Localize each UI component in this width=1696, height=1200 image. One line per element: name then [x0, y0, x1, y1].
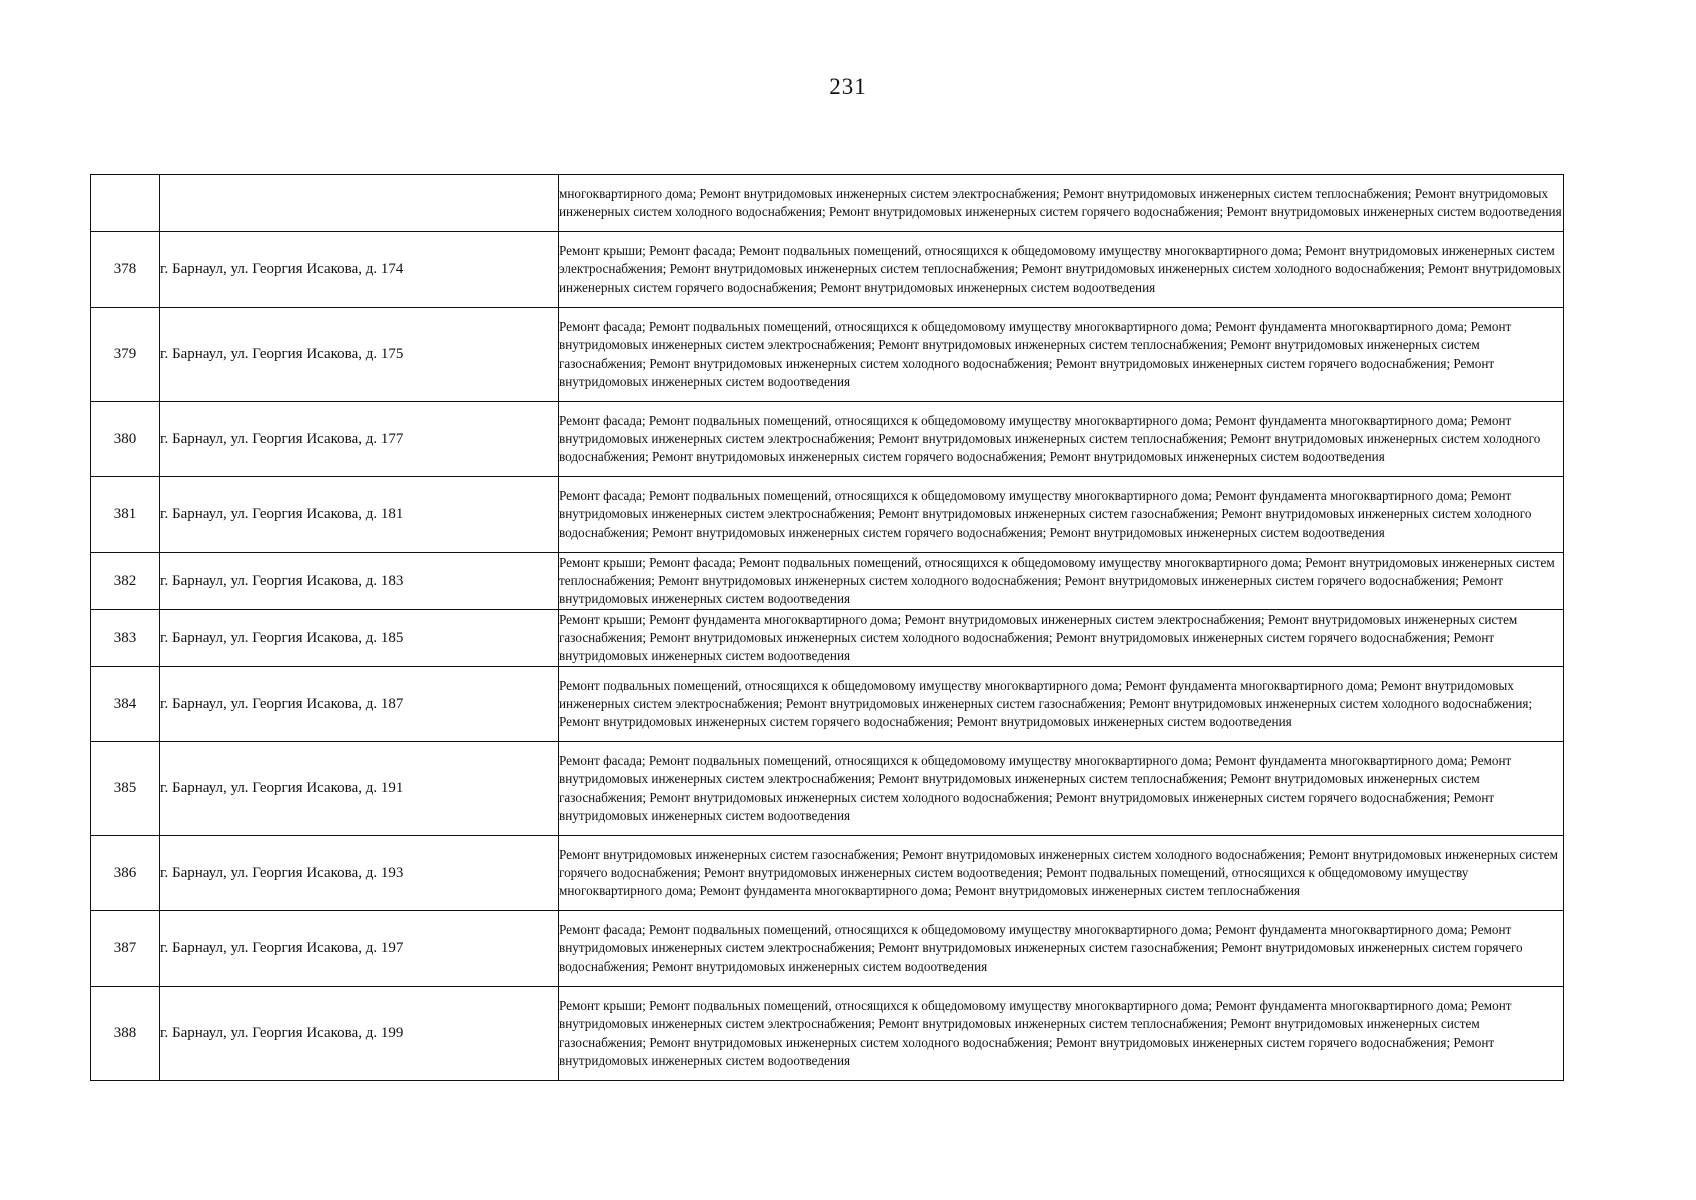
row-works: Ремонт фасада; Ремонт подвальных помещений, относящихся к общедомовому имуществу многоквартирного дома; Ремонт фундамента многоквартирного дома; Ремонт внутридомовых инженерных систем электроснабжения; Ремонт внутридомовых инженерных систем теплоснабжения; Ремонт внутридомовых инженерных систем газоснабжения; Ремонт внутридомовых инженерных систем холодного водоснабжения; Ремонт внутридомовых инженерных систем горячего водоснабжения; Ремонт внутридомовых инженерных систем водоотведения	[559, 742, 1564, 836]
row-address: г. Барнаул, ул. Георгия Исакова, д. 193	[160, 836, 559, 911]
table-row	[91, 477, 1564, 553]
row-works: Ремонт крыши; Ремонт фундамента многоквартирного дома; Ремонт внутридомовых инженерных систем электроснабжения; Ремонт внутридомовых инженерных систем газоснабжения; Ремонт внутридомовых инженерных систем холодного водоснабжения; Ремонт внутридомовых инженерных систем горячего водоснабжения; Ремонт внутридомовых инженерных систем водоотведения	[559, 610, 1564, 667]
row-works: Ремонт крыши; Ремонт фасада; Ремонт подвальных помещений, относящихся к общедомовому имуществу многоквартирного дома; Ремонт внутридомовых инженерных систем электроснабжения; Ремонт внутридомовых инженерных систем теплоснабжения; Ремонт внутридомовых инженерных систем холодного водоснабжения; Ремонт внутридомовых инженерных систем горячего водоснабжения; Ремонт внутридомовых инженерных систем водоотведения	[559, 232, 1564, 308]
table-row	[91, 553, 1564, 610]
row-works: Ремонт фасада; Ремонт подвальных помещений, относящихся к общедомовому имуществу многоквартирного дома; Ремонт фундамента многоквартирного дома; Ремонт внутридомовых инженерных систем электроснабжения; Ремонт внутридомовых инженерных систем газоснабжения; Ремонт внутридомовых инженерных систем горячего водоснабжения; Ремонт внутридомовых инженерных систем водоотведения	[559, 911, 1564, 987]
row-number: 382	[91, 553, 160, 610]
row-address: г. Барнаул, ул. Георгия Исакова, д. 177	[160, 402, 559, 477]
row-address: г. Барнаул, ул. Георгия Исакова, д. 175	[160, 308, 559, 402]
table-row	[91, 836, 1564, 911]
row-number: 378	[91, 232, 160, 308]
row-works: Ремонт подвальных помещений, относящихся к общедомовому имуществу многоквартирного дома; Ремонт фундамента многоквартирного дома; Ремонт внутридомовых инженерных систем электроснабжения; Ремонт внутридомовых инженерных систем газоснабжения; Ремонт внутридомовых инженерных систем холодного водоснабжения; Ремонт внутридомовых инженерных систем горячего водоснабжения; Ремонт внутридомовых инженерных систем водоотведения	[559, 667, 1564, 742]
table-row	[91, 402, 1564, 477]
table-row	[91, 987, 1564, 1081]
row-number: 385	[91, 742, 160, 836]
table-row	[91, 232, 1564, 308]
row-works: Ремонт крыши; Ремонт фасада; Ремонт подвальных помещений, относящихся к общедомовому имуществу многоквартирного дома; Ремонт внутридомовых инженерных систем теплоснабжения; Ремонт внутридомовых инженерных систем холодного водоснабжения; Ремонт внутридомовых инженерных систем горячего водоснабжения; Ремонт внутридомовых инженерных систем водоотведения	[559, 553, 1564, 610]
row-address: г. Барнаул, ул. Георгия Исакова, д. 197	[160, 911, 559, 987]
table-row	[91, 742, 1564, 836]
row-address: г. Барнаул, ул. Георгия Исакова, д. 181	[160, 477, 559, 553]
row-works: Ремонт внутридомовых инженерных систем газоснабжения; Ремонт внутридомовых инженерных систем холодного водоснабжения; Ремонт внутридомовых инженерных систем горячего водоснабжения; Ремонт внутридомовых инженерных систем водоотведения; Ремонт подвальных помещений, относящихся к общедомовому имуществу многоквартирного дома; Ремонт фундамента многоквартирного дома; Ремонт внутридомовых инженерных систем теплоснабжения	[559, 836, 1564, 911]
table-row	[91, 610, 1564, 667]
table-row	[91, 911, 1564, 987]
row-address: г. Барнаул, ул. Георгия Исакова, д. 183	[160, 553, 559, 610]
row-number: 381	[91, 477, 160, 553]
row-address: г. Барнаул, ул. Георгия Исакова, д. 185	[160, 610, 559, 667]
table-row	[91, 667, 1564, 742]
row-works: многоквартирного дома; Ремонт внутридомовых инженерных систем электроснабжения; Ремонт внутридомовых инженерных систем теплоснабжения; Ремонт внутридомовых инженерных систем холодного водоснабжения; Ремонт внутридомовых инженерных систем горячего водоснабжения; Ремонт внутридомовых инженерных систем водоотведения	[559, 175, 1564, 232]
row-number: 383	[91, 610, 160, 667]
row-address: г. Барнаул, ул. Георгия Исакова, д. 187	[160, 667, 559, 742]
row-number: 387	[91, 911, 160, 987]
row-works: Ремонт крыши; Ремонт подвальных помещений, относящихся к общедомовому имуществу многоквартирного дома; Ремонт фундамента многоквартирного дома; Ремонт внутридомовых инженерных систем электроснабжения; Ремонт внутридомовых инженерных систем теплоснабжения; Ремонт внутридомовых инженерных систем газоснабжения; Ремонт внутридомовых инженерных систем холодного водоснабжения; Ремонт внутридомовых инженерных систем горячего водоснабжения; Ремонт внутридомовых инженерных систем водоотведения	[559, 987, 1564, 1081]
works-table	[90, 174, 1564, 1081]
row-number: 388	[91, 987, 160, 1081]
row-number: 379	[91, 308, 160, 402]
row-works: Ремонт фасада; Ремонт подвальных помещений, относящихся к общедомовому имуществу многоквартирного дома; Ремонт фундамента многоквартирного дома; Ремонт внутридомовых инженерных систем электроснабжения; Ремонт внутридомовых инженерных систем теплоснабжения; Ремонт внутридомовых инженерных систем холодного водоснабжения; Ремонт внутридомовых инженерных систем горячего водоснабжения; Ремонт внутридомовых инженерных систем водоотведения	[559, 402, 1564, 477]
row-number: 380	[91, 402, 160, 477]
row-number: 386	[91, 836, 160, 911]
row-address: г. Барнаул, ул. Георгия Исакова, д. 174	[160, 232, 559, 308]
row-address	[160, 175, 559, 232]
row-works: Ремонт фасада; Ремонт подвальных помещений, относящихся к общедомовому имуществу многоквартирного дома; Ремонт фундамента многоквартирного дома; Ремонт внутридомовых инженерных систем электроснабжения; Ремонт внутридомовых инженерных систем теплоснабжения; Ремонт внутридомовых инженерных систем газоснабжения; Ремонт внутридомовых инженерных систем холодного водоснабжения; Ремонт внутридомовых инженерных систем горячего водоснабжения; Ремонт внутридомовых инженерных систем водоотведения	[559, 308, 1564, 402]
row-number	[91, 175, 160, 232]
table-row	[91, 175, 1564, 232]
page-number: 231	[829, 74, 867, 99]
row-address: г. Барнаул, ул. Георгия Исакова, д. 191	[160, 742, 559, 836]
row-number: 384	[91, 667, 160, 742]
row-address: г. Барнаул, ул. Георгия Исакова, д. 199	[160, 987, 559, 1081]
table-row	[91, 308, 1564, 402]
row-works: Ремонт фасада; Ремонт подвальных помещений, относящихся к общедомовому имуществу многоквартирного дома; Ремонт фундамента многоквартирного дома; Ремонт внутридомовых инженерных систем электроснабжения; Ремонт внутридомовых инженерных систем газоснабжения; Ремонт внутридомовых инженерных систем холодного водоснабжения; Ремонт внутридомовых инженерных систем горячего водоснабжения; Ремонт внутридомовых инженерных систем водоотведения	[559, 477, 1564, 553]
